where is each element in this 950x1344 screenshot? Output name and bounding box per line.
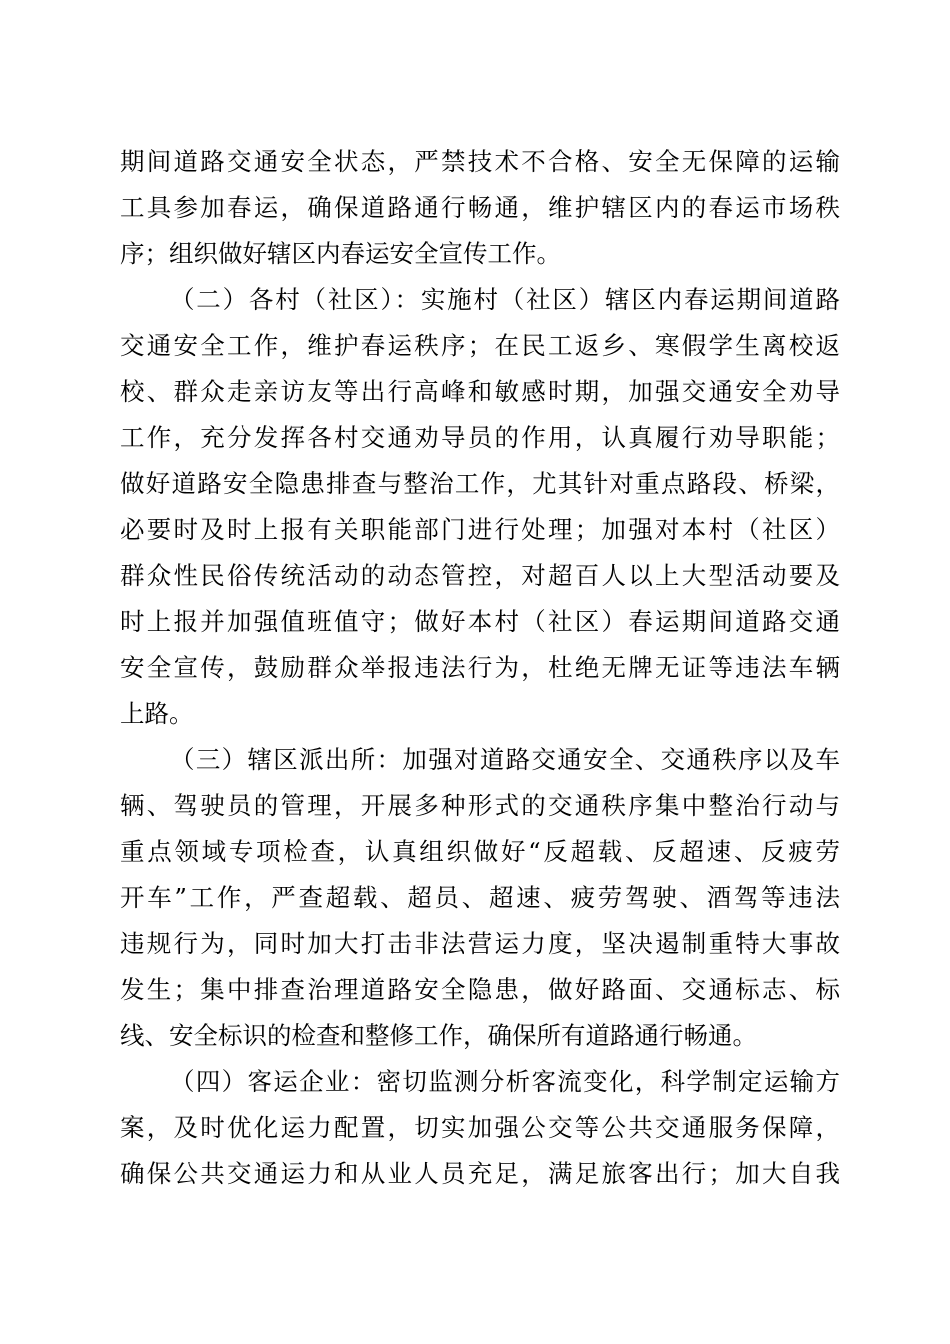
paragraph-line: 做好道路安全隐患排查与整治工作，尤其针对重点路段、桥梁，	[120, 469, 840, 498]
paragraph-line: 上路。	[120, 699, 194, 728]
paragraph-line: 安全宣传，鼓励群众举报违法行为，杜绝无牌无证等违法车辆	[120, 653, 840, 682]
paragraph-line: （三）辖区派出所：加强对道路交通安全、交通秩序以及车	[170, 745, 840, 774]
paragraph-line: 工具参加春运，确保道路通行畅通，维护辖区内的春运市场秩	[120, 193, 840, 222]
paragraph-line: 确保公共交通运力和从业人员充足，满足旅客出行；加大自我	[120, 1159, 840, 1188]
paragraph-line: 发生；集中排查治理道路安全隐患，做好路面、交通标志、标	[120, 975, 840, 1004]
paragraph-line: 案，及时优化运力配置，切实加强公交等公共交通服务保障，	[120, 1113, 840, 1142]
paragraph-line: 时上报并加强值班值守；做好本村（社区）春运期间道路交通	[120, 607, 840, 636]
paragraph-line: 交通安全工作，维护春运秩序；在民工返乡、寒假学生离校返	[120, 331, 840, 360]
paragraph-line: 校、群众走亲访友等出行高峰和敏感时期，加强交通安全劝导	[120, 377, 840, 406]
paragraph-line: 序；组织做好辖区内春运安全宣传工作。	[120, 239, 561, 268]
paragraph-line: 群众性民俗传统活动的动态管控，对超百人以上大型活动要及	[120, 561, 840, 590]
paragraph-line: 工作，充分发挥各村交通劝导员的作用，认真履行劝导职能；	[120, 423, 840, 452]
paragraph-line: 重点领域专项检查，认真组织做好“反超载、反超速、反疲劳	[120, 837, 840, 866]
paragraph-line: 线、安全标识的检查和整修工作，确保所有道路通行畅通。	[120, 1021, 757, 1050]
paragraph-line: 必要时及时上报有关职能部门进行处理；加强对本村（社区）	[120, 515, 840, 544]
paragraph-line: （四）客运企业：密切监测分析客流变化，科学制定运输方	[170, 1067, 840, 1096]
paragraph-line: 辆、驾驶员的管理，开展多种形式的交通秩序集中整治行动与	[120, 791, 840, 820]
paragraph-line: 期间道路交通安全状态，严禁技术不合格、安全无保障的运输	[120, 147, 840, 176]
paragraph-line: （二）各村（社区）：实施村（社区）辖区内春运期间道路	[170, 285, 840, 314]
paragraph-line: 开车”工作，严查超载、超员、超速、疲劳驾驶、酒驾等违法	[120, 883, 840, 912]
paragraph-line: 违规行为，同时加大打击非法营运力度，坚决遏制重特大事故	[120, 929, 840, 958]
